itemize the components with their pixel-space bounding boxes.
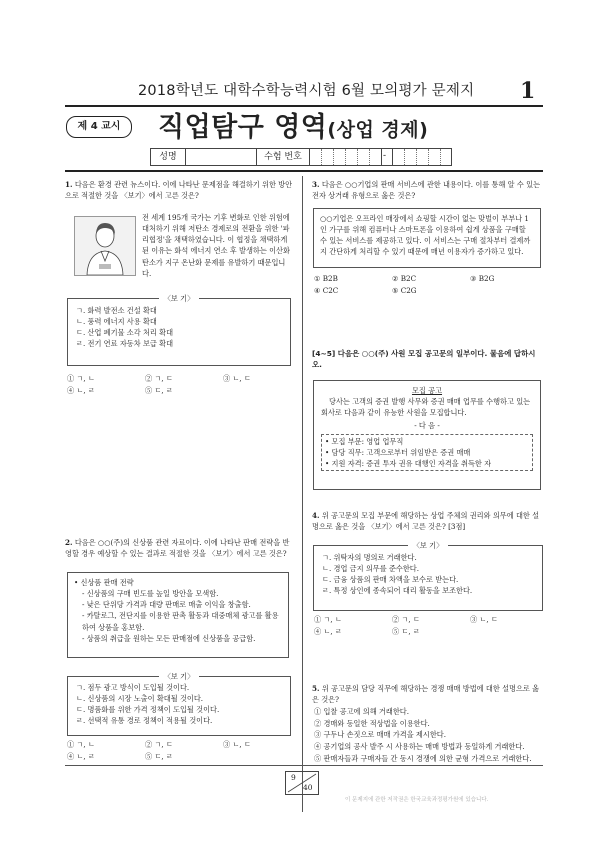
question-3-choice-3[interactable]: ③ B2G (470, 274, 495, 283)
exam-no-dash: - (383, 151, 387, 161)
name-label: 성명 (151, 149, 186, 165)
question-2-choice-5[interactable]: ⑤ ㄷ, ㄹ (145, 752, 173, 762)
recruit-notice-box (313, 380, 541, 490)
page-number: 1 (520, 78, 536, 104)
question-1-bogi-title: 〈보 기〉 (159, 294, 200, 303)
question-4-number: 4. (312, 511, 320, 520)
notice-item: • 지원 자격: 증권 투자 권유 대행인 자격을 취득한 자 (325, 458, 492, 468)
question-1-bogi-item: ㄱ. 화력 발전소 건설 확대 (76, 306, 157, 315)
news-anchor-image (74, 216, 136, 276)
exam-no-label: 수험 번호 (257, 149, 310, 165)
page-counter-bottom: 40 (303, 783, 313, 792)
notice-item: • 모집 부문: 영업 업무직 (325, 436, 404, 446)
question-2-bogi-title: 〈보 기〉 (159, 672, 200, 681)
question-3-box: ○○기업은 오프라인 매장에서 쇼핑할 시간이 없는 맞벌이 부부나 1인 가구를 위해 컴퓨터나 스마트폰을 이용하여 쉽게 상품을 구매할 수 있는 서비스를 제공하고 있다. 이 서비스는 구매 절차부터 결제까지 간단하게 처리할 수 있기 때문에 매년 이용자가 증가하고 있다. (313, 208, 541, 268)
notice-title: 모집 공고 (411, 386, 443, 395)
name-field[interactable] (186, 149, 257, 165)
column-divider (302, 176, 303, 812)
question-3-choice-2[interactable]: ② B2C (392, 274, 417, 283)
question-4-prompt (312, 510, 542, 532)
question-1-choice-4[interactable]: ④ ㄴ, ㄹ (67, 386, 95, 396)
question-3-prompt (312, 179, 542, 201)
question-1-bogi-item: ㄴ. 풍력 에너지 사용 확대 (76, 317, 157, 327)
question-4-choice-4[interactable]: ④ ㄴ, ㄹ (314, 627, 342, 637)
question-1-text: 다음은 환경 관련 뉴스이다. 이에 나타난 문제점을 해결하기 위한 방안으로 적절한 것을 〈보기〉에서 고른 것은? (65, 180, 293, 201)
question-2-box-line: - 카탈로그, 전단지를 이용한 판촉 활동과 대중매체 광고를 활용하여 상품을 홍보함. (82, 611, 279, 632)
question-1-news: 전 세계 195개 국가는 기후 변화로 인한 위험에 대처하기 위해 저탄소 경제로의 전환을 위한 '파리협정'을 채택하였습니다. 이 협정을 채택하게 된 이유는 화석 에너지 연소 후 발생하는 이산화탄소가 지구 온난화 문제를 유발하기 때문입니다. (142, 213, 290, 278)
question-4-bogi-item: ㄱ. 위탁자의 명의로 거래한다. (322, 553, 417, 562)
question-1-choice-2[interactable]: ② ㄱ, ㄷ (145, 374, 173, 383)
period-badge: 제 4 교시 (66, 116, 132, 138)
page-counter-top: 9 (291, 773, 296, 782)
question-5-text: 위 공고문의 담당 직무에 해당하는 경쟁 매매 방법에 대한 설명으로 옳은 것은? (312, 684, 540, 705)
question-3-choice-4[interactable]: ④ C2C (314, 286, 339, 296)
question-2-box-line: - 상품의 취급을 원하는 모든 판매점에 신상품을 공급함. (82, 633, 256, 643)
question-1-bogi-item: ㄷ. 산업 폐기물 소각 처리 확대 (76, 328, 174, 338)
question-1-bogi-box (67, 294, 291, 366)
question-3-choice-5[interactable]: ⑤ C2G (392, 286, 417, 296)
question-1-choice-5[interactable]: ⑤ ㄷ, ㄹ (145, 386, 173, 396)
question-3-choice-1[interactable]: ① B2B (314, 274, 338, 283)
q45-intro: [4~5] 다음은 ○○(주) 사원 모집 공고문의 일부이다. 물음에 답하시오. (312, 349, 536, 370)
question-4-bogi-title: 〈보 기〉 (408, 541, 449, 550)
question-1-number: 1. (65, 180, 73, 189)
question-4-bogi-item: ㄴ. 경업 금지 의무를 준수한다. (322, 564, 420, 574)
notice-sub: - 다 음 - (414, 421, 440, 431)
subject-title (158, 107, 428, 149)
id-box (150, 148, 452, 166)
question-1-choice-1[interactable]: ① ㄱ, ㄴ (67, 374, 95, 383)
question-4-choice-5[interactable]: ⑤ ㄷ, ㄹ (392, 627, 420, 637)
notice-item: • 담당 직무: 고객으로부터 위임받은 증권 매매 (325, 447, 471, 457)
question-2-text: 다음은 ○○(주)의 신상품 관련 자료이다. 이에 나타난 판매 전략을 반영할 경우 예상할 수 있는 결과로 적절한 것을 〈보기〉에서 고른 것은? (65, 538, 290, 559)
question-1-bogi-item: ㄹ. 전기 연료 자동차 보급 확대 (76, 339, 174, 349)
subject-main: 직업탐구 영역 (158, 112, 328, 143)
question-5-choices (314, 706, 546, 764)
page-counter (285, 771, 319, 795)
notice-items (321, 434, 533, 471)
question-2-choices (67, 739, 301, 762)
question-2-prompt (65, 537, 293, 559)
question-2-bogi-item: ㄱ. 점두 광고 방식이 도입될 것이다. (76, 683, 190, 692)
question-2-bogi-item: ㄷ. 명품화를 위한 가격 정책이 도입될 것이다. (76, 705, 220, 715)
question-1-choices (67, 373, 301, 396)
question-5-number: 5. (312, 684, 320, 693)
question-5-choice-1[interactable]: ① 입찰 공고에 의해 거래한다. (314, 707, 409, 716)
question-2-strategy-box (67, 572, 289, 658)
question-5-choice-3[interactable]: ③ 구두나 손짓으로 매매 가격을 제시한다. (314, 730, 446, 740)
question-2-bogi-item: ㄹ. 선택적 유통 경로 정책이 적용될 것이다. (76, 716, 213, 726)
question-2-choice-4[interactable]: ④ ㄴ, ㄹ (67, 752, 95, 762)
question-4-bogi-item: ㄹ. 특정 상인에 종속되어 대리 활동을 보조한다. (322, 586, 473, 596)
question-4-choice-1[interactable]: ① ㄱ, ㄴ (314, 615, 342, 624)
question-3-number: 3. (312, 180, 320, 189)
question-4-choice-3[interactable]: ③ ㄴ, ㄷ (470, 615, 498, 624)
subject-sub: (상업 경제) (327, 119, 429, 141)
notice-body: 당사는 고객의 증권 발행 사무와 증권 매매 업무를 수행하고 있는 회사로 다음과 같이 유능한 사원을 모집합니다. (321, 397, 531, 418)
question-3-choices (314, 273, 548, 296)
question-4-bogi-item: ㄷ. 금융 상품의 판매 차액을 보수로 받는다. (322, 575, 459, 585)
question-2-bogi-item: ㄴ. 신상품의 시장 노출이 확대될 것이다. (76, 694, 204, 704)
notice-title-wrap (321, 385, 533, 396)
question-2-number: 2. (65, 538, 73, 547)
question-2-box-line: - 신상품의 구매 빈도를 높일 방안을 모색함. (82, 589, 219, 599)
question-5-prompt (312, 683, 542, 705)
question-3-text: 다음은 ○○기업의 판매 서비스에 관한 내용이다. 이를 통해 알 수 있는 전자 상거래 유형으로 옳은 것은? (312, 180, 541, 201)
question-2-choice-3[interactable]: ③ ㄴ, ㄷ (223, 740, 251, 749)
question-2-box-line: - 낮은 단위당 가격과 대량 판매로 매출 이익을 창출함. (82, 600, 251, 610)
question-4-bogi-box (313, 541, 543, 611)
question-4-choices (314, 614, 548, 637)
header-rule-2 (65, 170, 543, 172)
question-2-box-title: • 신상품 판매 전략 (74, 578, 134, 587)
question-5-choice-4[interactable]: ④ 공기업의 공사 발주 시 사용하는 매매 방법과 동일하게 거래한다. (314, 741, 525, 751)
question-1-prompt (65, 179, 293, 201)
question-5-choice-2[interactable]: ② 경매와 동일한 적상법을 이용한다. (314, 718, 430, 728)
question-4-text: 위 공고문의 모집 부문에 해당하는 상업 주체의 권리와 의무에 대한 설명으로 옳은 것을 〈보기〉에서 고른 것은? [3점] (312, 511, 540, 532)
question-5-choice-5[interactable]: ⑤ 판매자들과 구매자들 간 동시 경쟁에 의한 균형 가격으로 거래한다. (314, 753, 532, 763)
question-2-choice-2[interactable]: ② ㄱ, ㄷ (145, 740, 173, 749)
exam-no-field[interactable] (310, 149, 451, 165)
question-2-choice-1[interactable]: ① ㄱ, ㄴ (67, 740, 95, 749)
copyright-notice: 이 문제지에 관한 저작권은 한국교육과정평가원에 있습니다. (345, 797, 489, 803)
question-1-choice-3[interactable]: ③ ㄴ, ㄷ (223, 374, 251, 383)
exam-title: 2018학년도 대학수학능력시험 6월 모의평가 문제지 (138, 83, 475, 99)
question-4-choice-2[interactable]: ② ㄱ, ㄷ (392, 615, 420, 624)
question-2-bogi-box (67, 672, 291, 736)
footer-rule (65, 765, 543, 766)
